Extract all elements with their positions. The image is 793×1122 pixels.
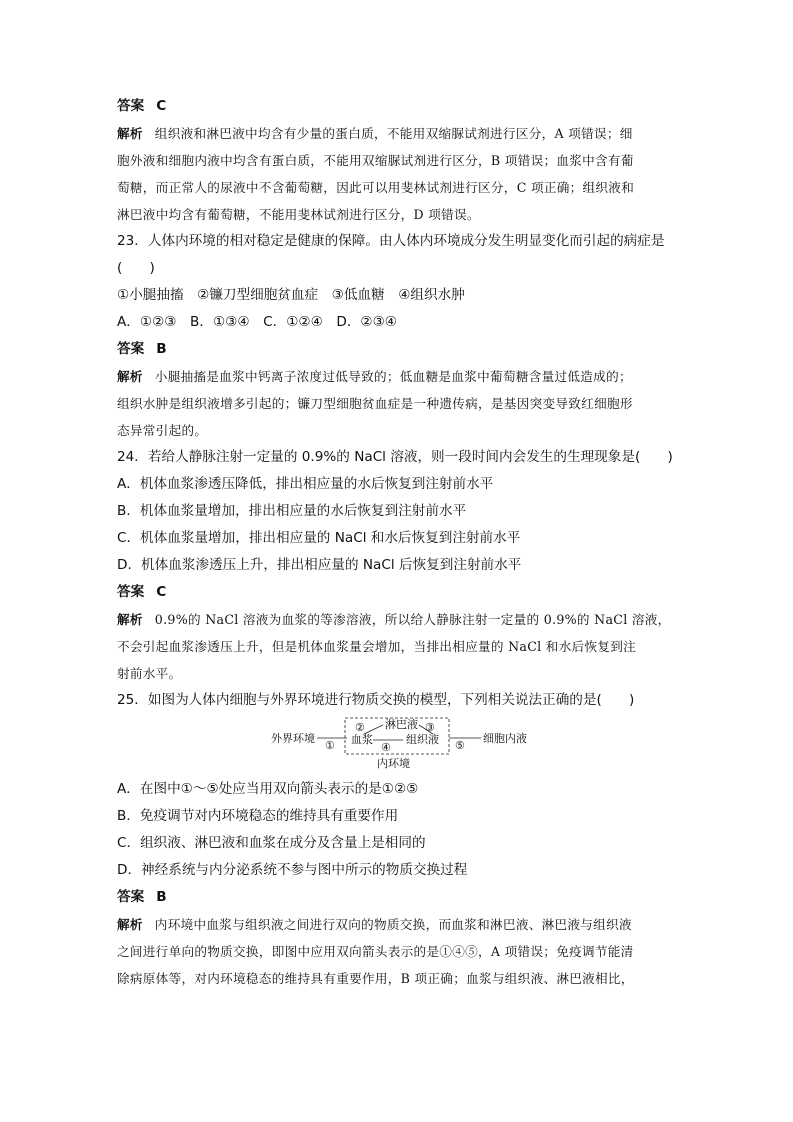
answer-label: 答案 [117, 341, 145, 357]
q22-analysis-line: 萄糖，而正常人的尿液中不含葡萄糖，因此可以用斐林试剂进行区分，C 项正确；组织液和 [117, 180, 635, 195]
marker-1: ① [325, 739, 335, 752]
q23-answer-line [117, 336, 682, 363]
answer-label: 答案 [117, 98, 145, 114]
q23-analysis-line: 组织水肿是组织液增多引起的；镰刀型细胞贫血症是一种遗传病，是基因突变导致红细胞形 [117, 396, 633, 411]
q25-analysis-line: 除病原体等，对内环境稳态的维持具有重要作用，B 项正确；血浆与组织液、淋巴液相比， [117, 971, 634, 986]
document-body [117, 93, 682, 992]
q25-analysis-text: 内环境中血浆与组织液之间进行双向的物质交换，而血浆和淋巴液、淋巴液与组织液 [154, 917, 632, 932]
q22-analysis-text: 组织液和淋巴液中均含有少量的蛋白质，不能用双缩脲试剂进行区分，A 项错误；细 [154, 126, 633, 141]
q25-analysis-line [117, 911, 682, 938]
q23-analysis-text: 小腿抽搐是血浆中钙离子浓度过低导致的；低血糖是血浆中葡萄糖含量过低造成的； [154, 369, 632, 384]
lymph-label: 淋巴液 [385, 718, 418, 731]
q25-stem: 25．如图为人体内细胞与外界环境进行物质交换的模型，下列相关说法正确的是( ) [117, 692, 635, 708]
q23-analysis-line [117, 363, 682, 390]
q22-analysis-line: 淋巴液中均含有葡萄糖，不能用斐林试剂进行区分，D 项错误。 [117, 207, 480, 222]
q25-option-c: C．组织液、淋巴液和血浆在成分及含量上是相同的 [117, 835, 426, 851]
analysis-label: 解析 [117, 369, 143, 384]
analysis-label: 解析 [117, 917, 143, 932]
q22-analysis-line: 胞外液和细胞内液中均含有蛋白质，不能用双缩脲试剂进行区分，B 项错误；血浆中含有葡 [117, 153, 634, 168]
q24-answer: C [156, 584, 167, 600]
internal-environment-label: 内环境 [377, 757, 410, 770]
q24-option-b: B．机体血浆量增加，排出相应量的水后恢复到注射前水平 [117, 503, 467, 519]
q23-answer: B [156, 341, 167, 357]
analysis-label: 解析 [117, 126, 143, 141]
q25-answer-line [117, 884, 682, 911]
q24-analysis-text: 0.9%的 NaCl 溶液为血浆的等渗溶液，所以给人静脉注射一定量的 0.9%的 NaCl 溶液， [154, 612, 671, 627]
q24-option-c: C．机体血浆量增加，排出相应量的 NaCl 和水后恢复到注射前水平 [117, 530, 521, 546]
q23-stem-blank: ( ) [117, 260, 155, 276]
q24-option-a: A．机体血浆渗透压降低，排出相应量的水后恢复到注射前水平 [117, 476, 494, 492]
exchange-diagram-svg [269, 716, 549, 770]
q24-analysis-line: 不会引起血浆渗透压上升，但是机体血浆量会增加，当排出相应量的 NaCl 和水后恢复到注 [117, 639, 637, 654]
tissue-fluid-label: 组织液 [406, 733, 439, 746]
plasma-label: 血浆 [351, 733, 373, 746]
q25-option-d: D．神经系统与内分泌系统不参与图中所示的物质交换过程 [117, 862, 468, 878]
q23-analysis-line: 态异常引起的。 [117, 423, 208, 438]
q23-options: A．①②③ B．①③④ C．①②④ D．②③④ [117, 314, 397, 330]
q24-analysis-line [117, 606, 682, 633]
connector-2 [364, 725, 383, 734]
q25-answer: B [156, 889, 167, 905]
q25-option-b: B．免疫调节对内环境稳态的维持具有重要作用 [117, 808, 399, 824]
q24-option-d: D．机体血浆渗透压上升，排出相应量的 NaCl 后恢复到注射前水平 [117, 557, 522, 573]
q24-answer-line [117, 579, 682, 606]
q24-analysis-line: 射前水平。 [117, 666, 182, 681]
q22-answer-line [117, 93, 682, 120]
answer-label: 答案 [117, 889, 145, 905]
q24-stem: 24．若给人静脉注射一定量的 0.9%的 NaCl 溶液，则一段时间内会发生的生理现象是( ) [117, 449, 673, 465]
marker-3: ③ [425, 721, 435, 734]
outer-environment-label: 外界环境 [271, 732, 315, 745]
analysis-label: 解析 [117, 612, 143, 627]
marker-5: ⑤ [455, 739, 465, 752]
exchange-diagram [117, 716, 682, 770]
answer-label: 答案 [117, 584, 145, 600]
q23-items: ①小腿抽搐 ②镰刀型细胞贫血症 ③低血糖 ④组织水肿 [117, 287, 465, 303]
q23-stem: 23．人体内环境的相对稳定是健康的保障。由人体内环境成分发生明显变化而引起的病症是 [117, 233, 665, 249]
q25-analysis-line: 之间进行单向的物质交换，即图中应用双向箭头表示的是①④⑤，A 项错误；免疫调节能清 [117, 944, 634, 959]
marker-4: ④ [381, 741, 391, 754]
marker-2: ② [355, 721, 365, 734]
intracellular-fluid-label: 细胞内液 [483, 732, 527, 745]
q22-answer: C [156, 98, 167, 114]
q25-option-a: A．在图中①～⑤处应当用双向箭头表示的是①②⑤ [117, 781, 419, 797]
q22-analysis-line [117, 120, 682, 147]
